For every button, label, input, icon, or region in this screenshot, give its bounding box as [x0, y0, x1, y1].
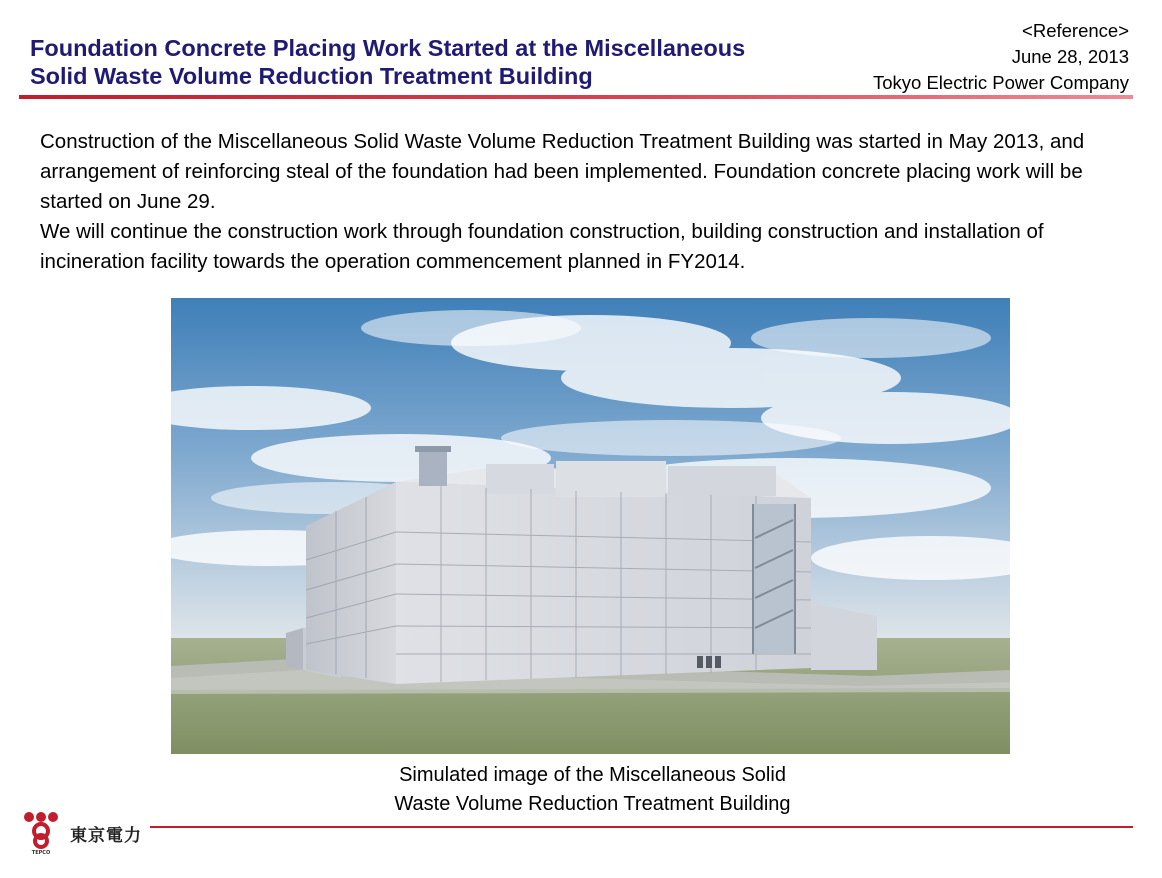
building-rendering-image [171, 298, 1010, 754]
image-caption [300, 761, 885, 819]
body-text [40, 127, 1130, 277]
title-line-1: Foundation Concrete Placing Work Started at the Miscellaneous [30, 35, 746, 61]
document-date: June 28, 2013 [1011, 46, 1129, 67]
svg-text:TEPCO: TEPCO [31, 850, 51, 855]
tepco-logo [22, 811, 162, 857]
footer-divider [150, 826, 1133, 828]
document-meta [873, 18, 1129, 96]
logo-wordmark: 東京電力 [70, 826, 142, 846]
title-line-2: Solid Waste Volume Reduction Treatment Building [30, 63, 593, 89]
tepco-logo-icon [22, 811, 62, 855]
caption-line-2: Waste Volume Reduction Treatment Building [394, 793, 791, 815]
body-paragraph-1: Construction of the Miscellaneous Solid Waste Volume Reduction Treatment Building was started in May 2013, and arrangement of reinforcing steal of the foundation had been implemented. Foundation concrete placing work will be started on June 29. [40, 130, 1085, 213]
body-paragraph-2: We will continue the construction work through foundation construction, building construction and installation of incineration facility towards the operation commencement planned in FY2014. [40, 220, 1044, 273]
company-name: Tokyo Electric Power Company [872, 72, 1129, 93]
caption-line-1: Simulated image of the Miscellaneous Solid [399, 764, 786, 786]
header-divider [19, 95, 1133, 99]
page-title [30, 34, 900, 90]
reference-label: <Reference> [1022, 20, 1129, 41]
